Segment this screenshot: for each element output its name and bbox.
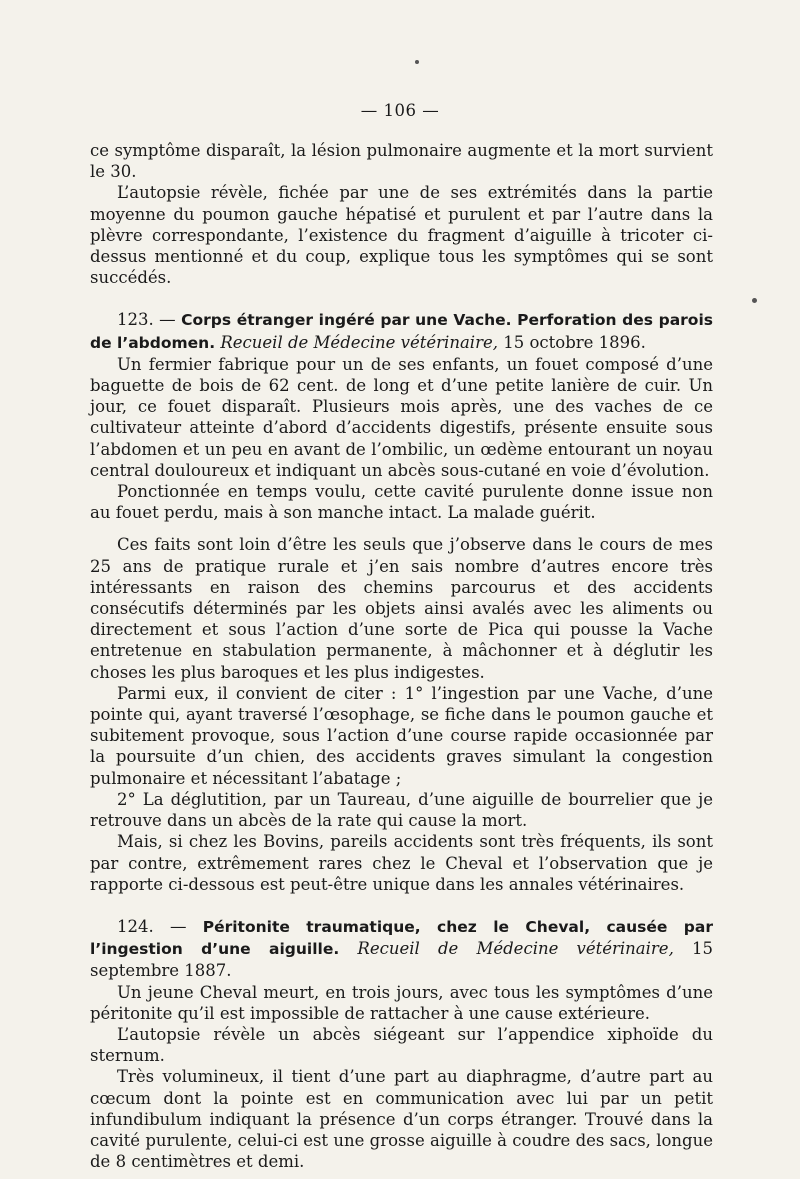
paragraph: Mais, si chez les Bovins, pareils accidents sont très fréquents, ils sont par contre, extrêmement rares chez le Cheval et l’observation que je rapporte ci-dessous est peut-être unique dans les annales vétérinaires.	[90, 832, 713, 894]
paragraph: ce symptôme disparaît, la lésion pulmonaire augmente et la mort survient le 30.	[90, 141, 713, 182]
case-source: Recueil de Médecine vétérinaire,	[357, 939, 674, 959]
page-number: — 106 —	[360, 101, 440, 120]
paragraph: L’autopsie révèle un abcès siégeant sur l’appendice xiphoïde du sternum.	[90, 1024, 713, 1066]
paragraph: 2° La déglutition, par un Taureau, d’une aiguille de bourrelier que je retrouve dans un abcès de la rate qui cause la mort.	[90, 789, 713, 831]
paragraph: Un jeune Cheval meurt, en trois jours, avec tous les symptômes d’une péritonite qu’il est impossible de rattacher à une cause extérieure.	[90, 982, 713, 1023]
paragraph: Un fermier fabrique pour un de ses enfants, un fouet composé d’une baguette de bois de 62 cent. de long et d’une petite lanière de cuir. Un jour, ce fouet disparaît. Plusieurs mois après, une des vaches de ce cultivateur atteinte d’abord d’accidents digestifs, présente ensuite sous l’abdomen et un peu en avant de l’ombilic, un œdème entourant un noyau central douloureux et indiquant un abcès sous-cutané en voie d’évolution.	[90, 354, 713, 480]
paragraph: Parmi eux, il convient de citer : 1° l’ingestion par une Vache, d’une pointe qui, ayant traversé l’œsophage, se fiche dans le poumon gauche et subitement provoque, sous l’action d’une course rapide occasionnée par la poursuite d’un chien, des accidents graves simulant la congestion pulmonaire et nécessitant l’abatage ;	[90, 683, 713, 788]
paragraph: Ponctionnée en temps voulu, cette cavité purulente donne issue non au fouet perdu, mais à son manche intact. La malade guérit.	[90, 482, 713, 523]
paragraph: Ces faits sont loin d’être les seuls que j’observe dans le cours de mes 25 ans de pratique rurale et j’en sais nombre d’autres encore très intéressants en raison des chemins parcourus et des accidents consécutifs déterminés par les objets ainsi avalés avec les aliments ou directement et sous l’action d’une sorte de Pica qui pousse la Vache entretenue en stabulation permanente, à mâchonner et à déglutir les choses les plus baroques et les plus indigestes.	[90, 535, 713, 682]
case-number: 124. —	[117, 916, 187, 936]
case-date: 15 septembre 1887.	[90, 939, 713, 981]
case-title: Corps étranger ingéré par une Vache. Perforation des parois de l’abdomen.	[90, 311, 713, 352]
page-body	[90, 140, 713, 1172]
paragraph: L’autopsie révèle, fichée par une de ses extrémités dans la partie moyenne du poumon gauche hépatisé et purulent et par l’autre dans la plèvre correspondante, l’existence du fragment d’aiguille à tricoter ci-dessus mentionné et du coup, explique tous les symptômes qui se sont succédés.	[90, 183, 713, 288]
case-124-header	[90, 916, 713, 982]
case-title: Péritonite traumatique, chez le Cheval, causée par l’ingestion d’une aiguille.	[90, 917, 713, 959]
case-number: 123. —	[117, 310, 176, 330]
print-speck	[752, 298, 757, 303]
case-source: Recueil de Médecine vétérinaire,	[220, 332, 498, 352]
case-date: 15 octobre 1896.	[503, 332, 646, 352]
print-speck	[415, 60, 419, 64]
paragraph: Très volumineux, il tient d’une part au diaphragme, d’autre part au cœcum dont la pointe est en communication avec lui par un petit infundibulum indiquant la présence d’un corps étranger. Trouvé dans la cavité purulente, celui-ci est une grosse aiguille à coudre des sacs, longue de 8 centimètres et demi.	[90, 1067, 713, 1172]
case-123-header	[90, 309, 713, 353]
